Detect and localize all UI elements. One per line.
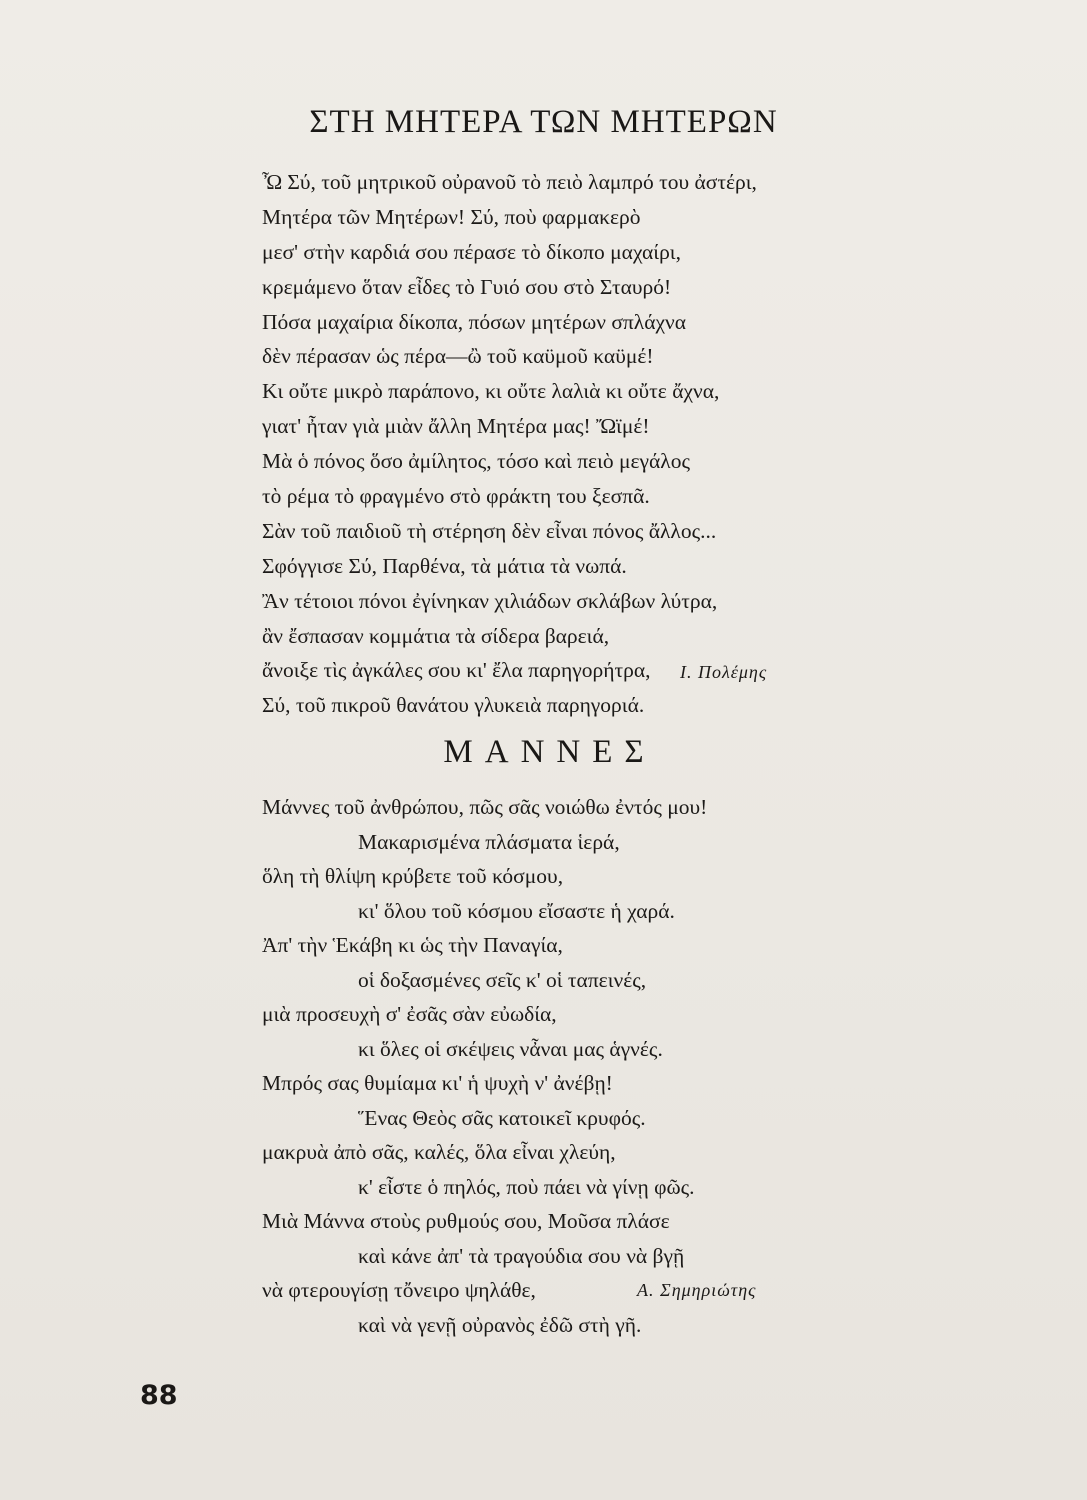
poem-line: Μάννες τοῦ ἀνθρώπου, πῶς σᾶς νοιώθω ἐντός μου!	[262, 795, 708, 819]
poem-line: Σύ, τοῦ πικροῦ θανάτου γλυκειὰ παρηγοριά.	[262, 693, 645, 718]
poem-title: ΜΑΝΝΕΣ	[443, 734, 656, 770]
poem-line: ἄνοιξε τὶς ἀγκάλες σου κι' ἔλα παρηγορήτρα,	[262, 658, 651, 683]
poem-line: Μητέρα τῶν Μητέρων! Σύ, ποὺ φαρμακερὸ	[262, 204, 641, 229]
poem-line: κ' εἶστε ὁ πηλός, ποὺ πάει νὰ γίνῃ φῶς.	[358, 1174, 695, 1199]
poem-line: ἂν ἔσπασαν κομμάτια τὰ σίδερα βαρειά,	[262, 623, 610, 648]
poem-line: καὶ κάνε ἀπ' τὰ τραγούδια σου νὰ βγῇ	[358, 1243, 685, 1268]
poem-stanza	[262, 165, 757, 723]
poem-line: κι' ὅλου τοῦ κόσμου εἴσαστε ἡ χαρά.	[358, 898, 675, 923]
poem-line: μιὰ προσευχὴ σ' ἐσᾶς σὰν εὐωδία,	[262, 1002, 557, 1026]
poem-title: ΣΤΗ ΜΗΤΕΡΑ ΤΩΝ ΜΗΤΕΡΩΝ	[309, 104, 778, 140]
poem-line: Ἕνας Θεὸς σᾶς κατοικεῖ κρυφός.	[358, 1105, 646, 1130]
poem-stanza	[262, 790, 707, 1342]
poem-line: Μιὰ Μάννα στοὺς ρυθμούς σου, Μοῦσα πλάσε	[262, 1209, 670, 1233]
poem-line: τὸ ρέμα τὸ φραγμένο στὸ φράκτη του ξεσπᾶ.	[262, 484, 650, 509]
poem-line: μακρυὰ ἀπὸ σᾶς, καλές, ὅλα εἶναι χλεύη,	[262, 1140, 616, 1164]
poem-line: Ἀπ' τὴν Ἑκάβη κι ὡς τὴν Παναγία,	[262, 933, 563, 957]
poem-line: καὶ νὰ γενῇ οὐρανὸς ἐδῶ στὴ γῆ.	[358, 1312, 642, 1337]
poem-line: Ὦ Σύ, τοῦ μητρικοῦ οὐρανοῦ τὸ πειὸ λαμπρό του ἀστέρι,	[262, 170, 757, 194]
poem-line: Μὰ ὁ πόνος ὅσο ἀμίλητος, τόσο καὶ πειὸ μεγάλος	[262, 449, 690, 474]
poem-line: Πόσα μαχαίρια δίκοπα, πόσων μητέρων σπλάχνα	[262, 309, 686, 334]
poem-line: Ἂν τέτοιοι πόνοι ἐγίνηκαν χιλιάδων σκλάβων λύτρα,	[262, 588, 718, 613]
poem-line: ὅλη τὴ θλίψη κρύβετε τοῦ κόσμου,	[262, 864, 564, 888]
poem-line: Μπρός σας θυμίαμα κι' ἡ ψυχὴ ν' ἀνέβῃ!	[262, 1071, 613, 1095]
poem-line: Σὰν τοῦ παιδιοῦ τὴ στέρηση δὲν εἶναι πόνος ἄλλος...	[262, 518, 717, 543]
poem-line: δὲν πέρασαν ὡς πέρα—ὢ τοῦ καϋμοῦ καϋμέ!	[262, 344, 654, 369]
poem-line: Μακαρισμένα πλάσματα ἱερά,	[358, 829, 620, 854]
page-number: 88	[140, 1380, 178, 1411]
poem-author: Α. Σημηριώτης	[637, 1280, 757, 1300]
poem-line: Κι οὔτε μικρὸ παράπονο, κι οὔτε λαλιὰ κι οὔτε ἄχνα,	[262, 379, 720, 404]
poem-line: κρεμάμενο ὅταν εἶδες τὸ Γυιό σου στὸ Σταυρό!	[262, 274, 672, 299]
poem-line: Σφόγγισε Σύ, Παρθένα, τὰ μάτια τὰ νωπά.	[262, 553, 627, 578]
poem-line: νὰ φτερουγίσῃ τὄνειρο ψηλάθε,	[262, 1278, 536, 1302]
poem-author: Ι. Πολέμης	[680, 662, 768, 682]
poem-line: γιατ' ἦταν γιὰ μιὰν ἄλλη Μητέρα μας! Ὤϊμέ!	[262, 414, 650, 439]
poem-line: οἱ δοξασμένες σεῖς κ' οἱ ταπεινές,	[358, 967, 647, 992]
poem-line: κι ὅλες οἱ σκέψεις νἆναι μας ἁγνές.	[358, 1036, 663, 1061]
poem-line: μεσ' στὴν καρδιά σου πέρασε τὸ δίκοπο μαχαίρι,	[262, 239, 681, 264]
